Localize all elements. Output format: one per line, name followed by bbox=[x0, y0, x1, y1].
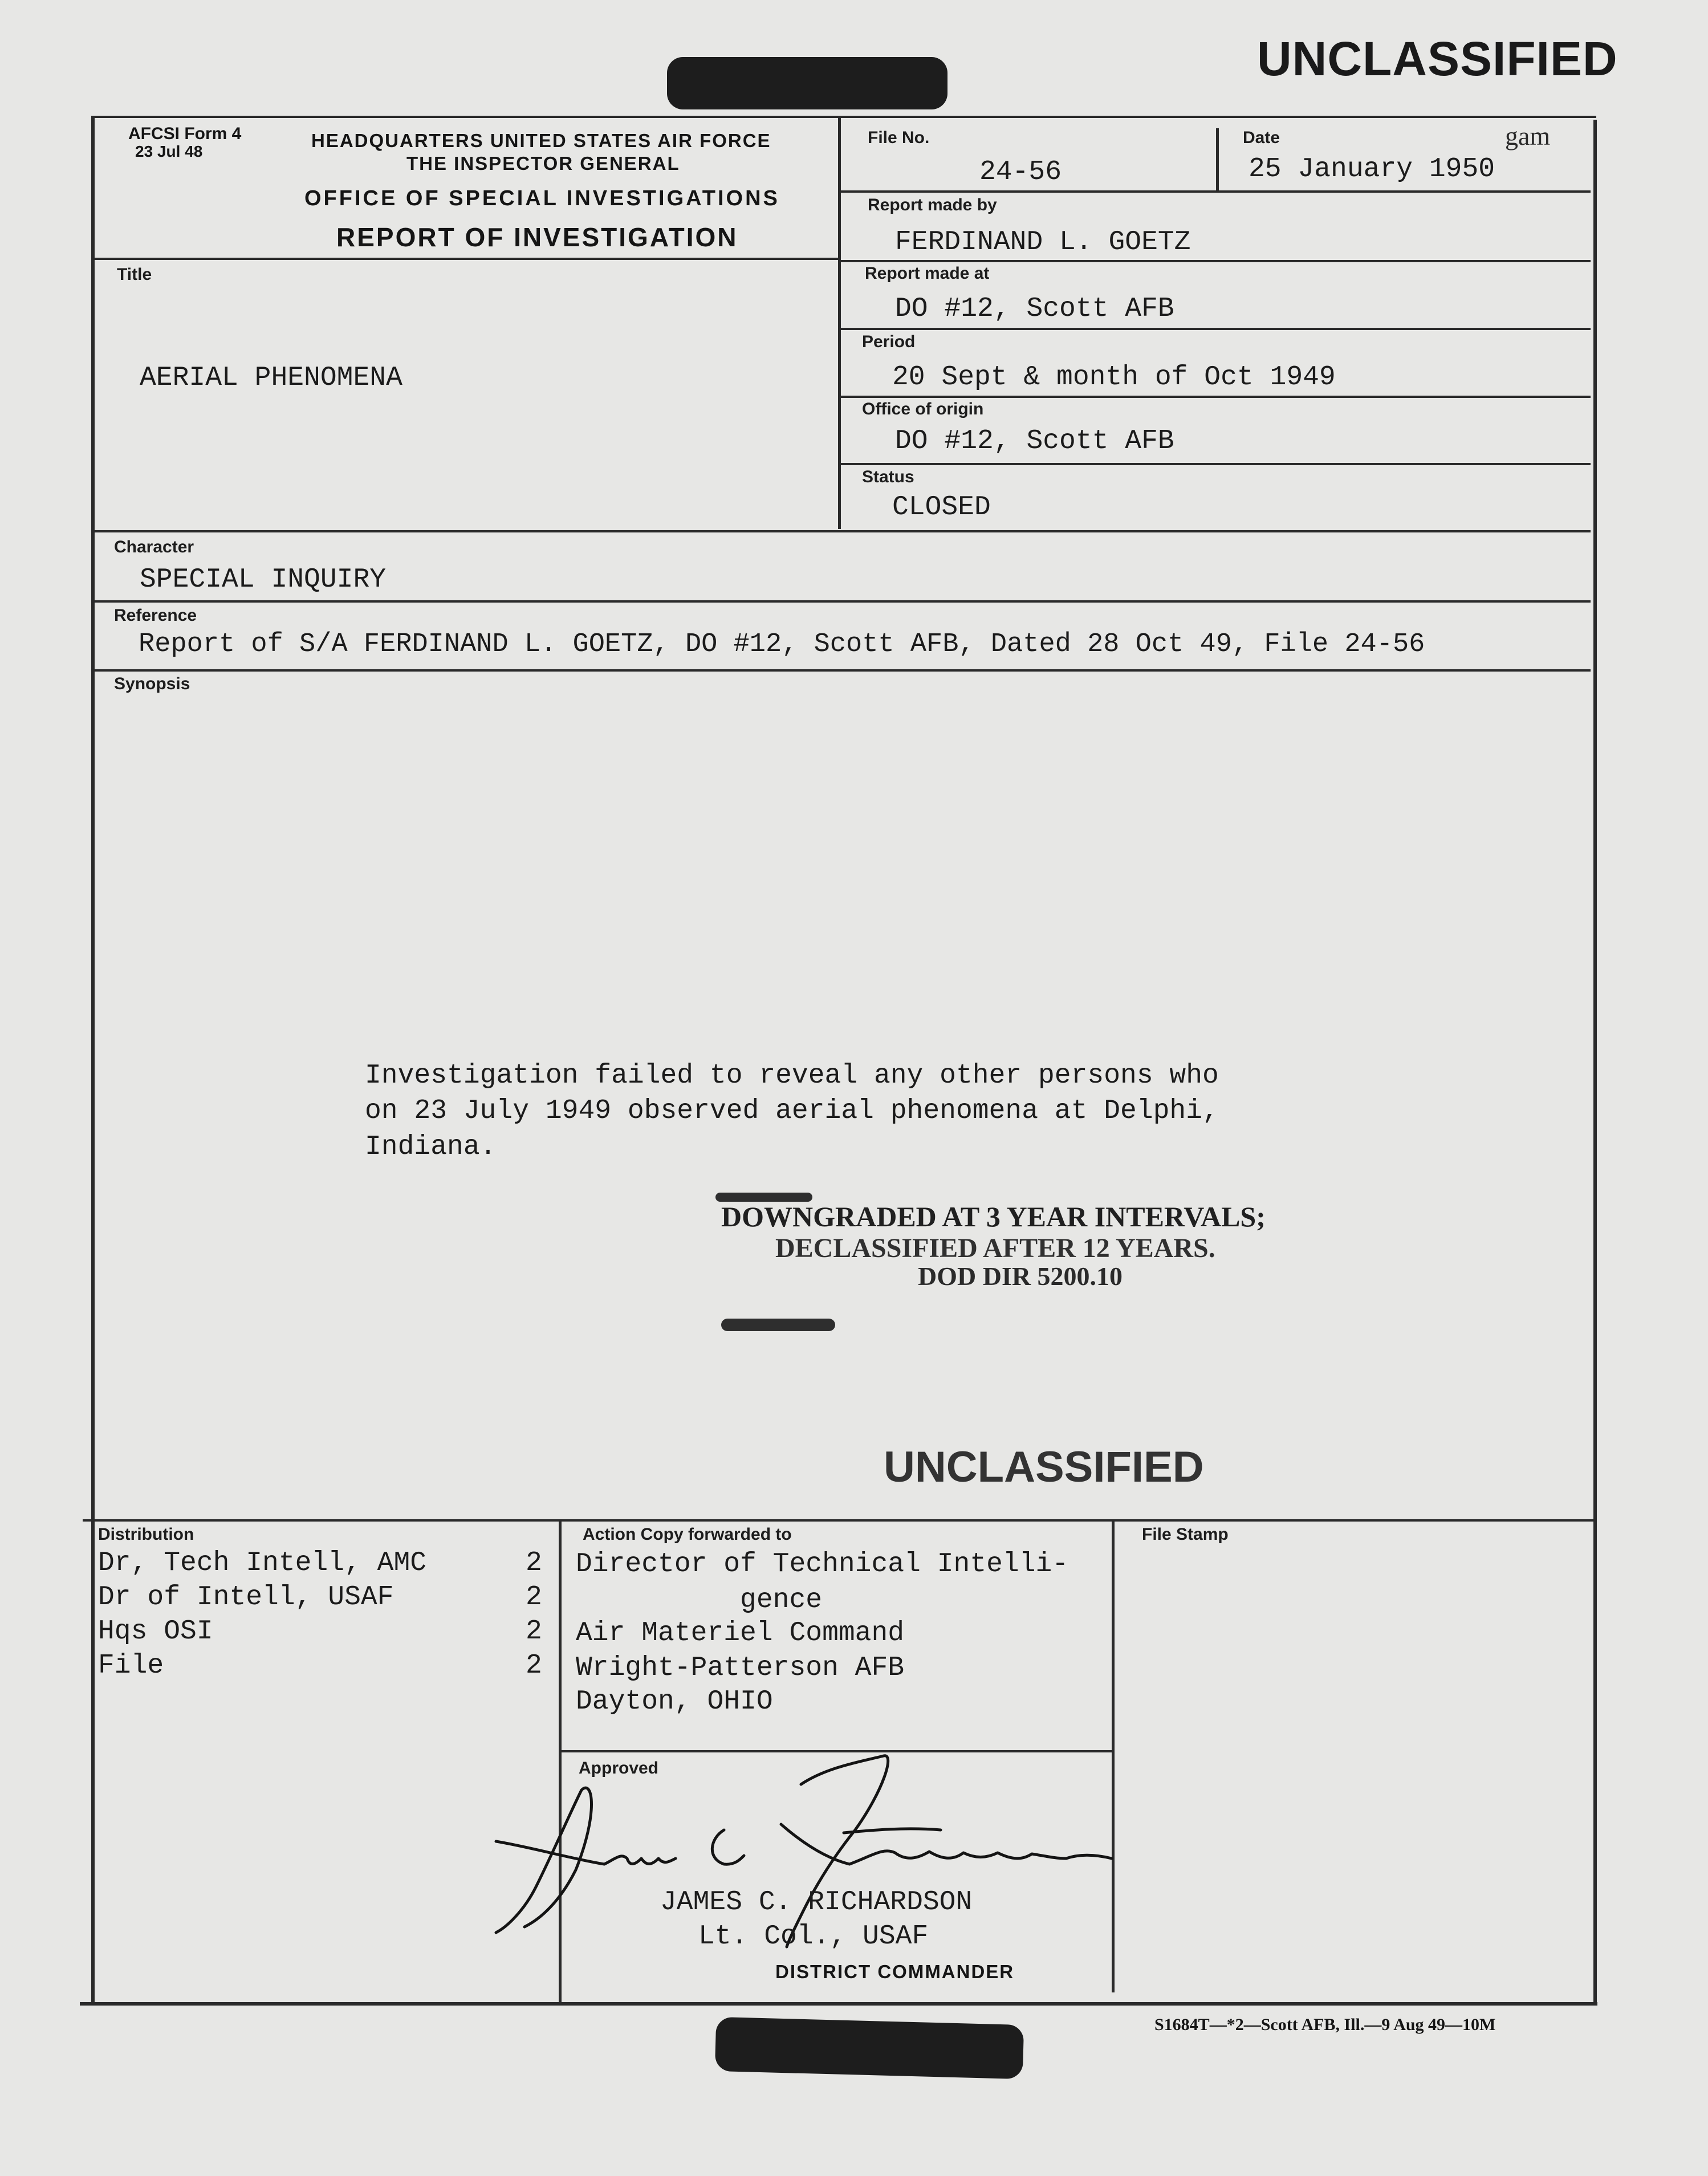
signature bbox=[485, 1744, 1123, 1950]
distribution-label: Distribution bbox=[98, 1525, 194, 1544]
approver-role: DISTRICT COMMANDER bbox=[775, 1961, 1015, 1982]
reference-value: Report of S/A FERDINAND L. GOETZ, DO #12, Scott AFB, Dated 28 Oct 49, File 24-56 bbox=[139, 629, 1425, 660]
action-copy-line-2: gence bbox=[576, 1585, 823, 1616]
date-initials: gam bbox=[1505, 121, 1551, 151]
synopsis-line-3: Indiana. bbox=[365, 1132, 497, 1162]
character-label: Character bbox=[114, 538, 194, 556]
reference-label: Reference bbox=[114, 606, 197, 625]
file-no-line bbox=[841, 190, 1591, 193]
form-left-border bbox=[91, 116, 95, 2004]
distribution-item-3: Hqs OSI bbox=[98, 1616, 213, 1647]
action-copy-label: Action Copy forwarded to bbox=[583, 1525, 792, 1544]
report-made-by-label: Report made by bbox=[868, 196, 997, 214]
header-line-1: HEADQUARTERS UNITED STATES AIR FORCE bbox=[311, 130, 771, 151]
status-value: CLOSED bbox=[892, 492, 991, 523]
downgrade-stamp-line-1: DOWNGRADED AT 3 YEAR INTERVALS; bbox=[721, 1201, 1266, 1233]
distribution-count-2: 2 bbox=[526, 1582, 542, 1613]
form-bottom-line bbox=[80, 2002, 1597, 2006]
date-value: 25 January 1950 bbox=[1249, 154, 1495, 185]
title-label: Title bbox=[117, 265, 152, 284]
right-column-divider bbox=[838, 116, 841, 529]
distribution-item-4: File bbox=[98, 1650, 164, 1681]
approver-rank: Lt. Col., USAF bbox=[698, 1921, 929, 1952]
redaction-mark-top bbox=[667, 57, 947, 109]
downgrade-stamp-line-3: DOD DIR 5200.10 bbox=[918, 1262, 1123, 1291]
synopsis-label: Synopsis bbox=[114, 674, 190, 693]
header-line-3: OFFICE OF SPECIAL INVESTIGATIONS bbox=[304, 186, 780, 210]
redaction-mark-bottom bbox=[715, 2017, 1024, 2079]
downgrade-stamp-line-2: DECLASSIFIED AFTER 12 YEARS. bbox=[775, 1233, 1215, 1263]
report-made-by-value: FERDINAND L. GOETZ bbox=[895, 227, 1191, 258]
date-label: Date bbox=[1243, 128, 1280, 147]
report-made-at-label: Report made at bbox=[865, 264, 990, 283]
office-of-origin-label: Office of origin bbox=[862, 400, 984, 418]
file-stamp-label: File Stamp bbox=[1142, 1525, 1229, 1544]
status-label: Status bbox=[862, 467, 914, 486]
form-date: 23 Jul 48 bbox=[135, 143, 203, 160]
header-line-2: THE INSPECTOR GENERAL bbox=[406, 153, 680, 174]
header-bottom-line bbox=[91, 258, 841, 260]
title-value: AERIAL PHENOMENA bbox=[140, 363, 402, 393]
synopsis-line-2: on 23 July 1949 observed aerial phenomena at Delphi, bbox=[365, 1096, 1219, 1126]
classification-stamp-top: UNCLASSIFIED bbox=[1257, 32, 1618, 86]
reference-bottom-line bbox=[91, 669, 1591, 672]
action-copy-line-4: Wright-Patterson AFB bbox=[576, 1653, 905, 1683]
period-label: Period bbox=[862, 332, 916, 351]
date-divider bbox=[1216, 128, 1219, 191]
distribution-item-2: Dr of Intell, USAF bbox=[98, 1582, 394, 1613]
form-top-line bbox=[91, 116, 1596, 118]
classification-stamp-middle: UNCLASSIFIED bbox=[884, 1443, 1204, 1491]
distribution-count-4: 2 bbox=[526, 1650, 542, 1681]
approved-label: Approved bbox=[579, 1759, 659, 1778]
character-value: SPECIAL INQUIRY bbox=[140, 564, 387, 595]
report-made-at-value: DO #12, Scott AFB bbox=[895, 294, 1174, 324]
form-id: AFCSI Form 4 bbox=[128, 124, 242, 143]
title-bottom-line bbox=[91, 530, 1591, 532]
form-right-border bbox=[1593, 120, 1597, 2004]
print-footer: S1684T—*2—Scott AFB, Ill.—9 Aug 49—10M bbox=[1154, 2015, 1496, 2034]
header-line-4: REPORT OF INVESTIGATION bbox=[336, 222, 738, 252]
report-made-by-line bbox=[841, 260, 1591, 262]
office-of-origin-value: DO #12, Scott AFB bbox=[895, 426, 1174, 457]
synopsis-line-1: Investigation failed to reveal any other persons who bbox=[365, 1060, 1219, 1091]
distribution-item-1: Dr, Tech Intell, AMC bbox=[98, 1548, 427, 1579]
report-made-at-line bbox=[841, 328, 1591, 330]
bottom-section-line bbox=[83, 1519, 1593, 1522]
action-copy-line-3: Air Materiel Command bbox=[576, 1618, 905, 1649]
stamp-smudge-bottom bbox=[721, 1319, 835, 1331]
office-line bbox=[841, 463, 1591, 465]
distribution-count-1: 2 bbox=[526, 1548, 542, 1579]
character-bottom-line bbox=[91, 600, 1591, 603]
period-line bbox=[841, 396, 1591, 398]
approver-name: JAMES C. RICHARDSON bbox=[660, 1887, 973, 1918]
file-no-label: File No. bbox=[868, 128, 930, 147]
action-copy-line-1: Director of Technical Intelli- bbox=[576, 1549, 1069, 1580]
file-no-value: 24-56 bbox=[979, 157, 1062, 188]
period-value: 20 Sept & month of Oct 1949 bbox=[892, 362, 1336, 393]
distribution-count-3: 2 bbox=[526, 1616, 542, 1647]
action-copy-line-5: Dayton, OHIO bbox=[576, 1686, 773, 1717]
